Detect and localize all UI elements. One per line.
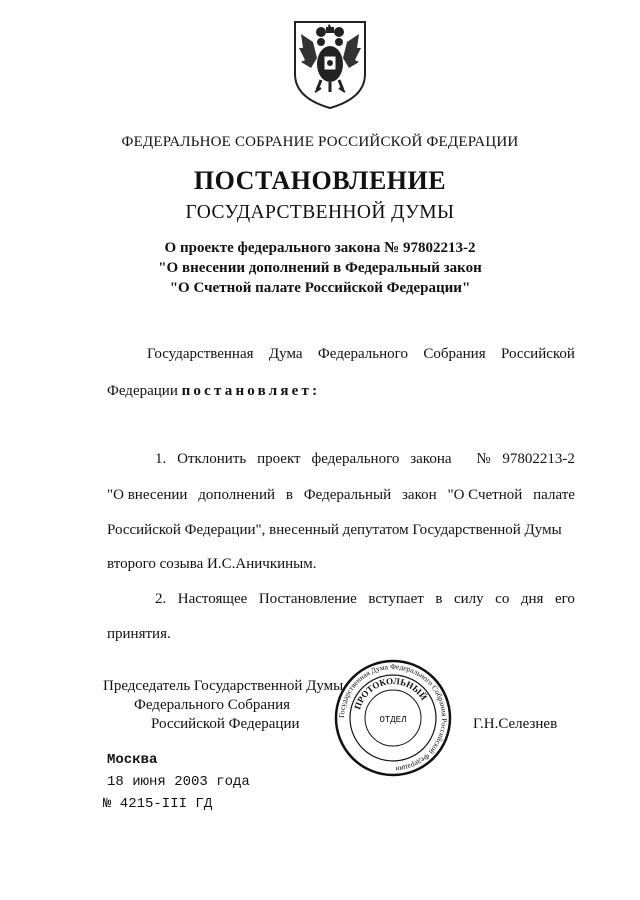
item-word: федерального xyxy=(311,451,400,467)
item-word: "О Счетной xyxy=(447,487,523,503)
item-number: 1. xyxy=(155,451,167,467)
subject-line-2: "О внесении дополнений в Федеральный закон xyxy=(158,260,482,276)
document-title: ПОСТАНОВЛЕНИЕ xyxy=(193,166,447,195)
item-word: его xyxy=(554,591,575,607)
subject-line-1: О проекте федерального закона № 97802213-2 xyxy=(164,240,476,256)
item-word: силу xyxy=(453,591,484,607)
item-word: закона xyxy=(410,451,452,467)
document-subtitle: ГОСУДАРСТВЕННОЙ ДУМЫ xyxy=(185,202,455,223)
preamble-word: Собрания xyxy=(423,346,486,362)
signatory-name: Г.Н.Селезнев xyxy=(473,716,558,732)
preamble-word: Российской xyxy=(501,346,575,362)
item-1-line-4: второго созыва И.С.Аничкиным. xyxy=(107,556,317,572)
item-word: в xyxy=(285,487,293,503)
issue-date: 18 июня 2003 года xyxy=(107,774,250,790)
preamble-word: Дума xyxy=(268,346,303,362)
parliament-name: ФЕДЕРАЛЬНОЕ СОБРАНИЕ РОССИЙСКОЙ ФЕДЕРАЦИИ xyxy=(121,134,519,150)
signatory-position-line-1: Председатель Государственной Думы xyxy=(103,678,344,694)
item-word: Федеральный xyxy=(303,487,392,503)
seal-middle-text: ПРОТОКОЛЬНЫЙ xyxy=(352,675,430,711)
item-word: Постановление xyxy=(258,591,357,607)
seal-outer-text: Государственная Дума Федерального Собрания Российской Федерации xyxy=(336,661,450,774)
item-word: в xyxy=(435,591,443,607)
item-number: 2. xyxy=(155,591,167,607)
item-1-line-3: Российской Федерации", внесенный депутатом Государственной Думы xyxy=(107,522,562,538)
resolves-word: постановляет: xyxy=(181,383,321,399)
seal-center-text: ОТДЕЛ xyxy=(379,715,407,725)
item-2-line-1 xyxy=(155,591,575,608)
preamble-line-2 xyxy=(107,383,320,400)
item-1-line-2 xyxy=(107,487,575,504)
item-word: Настоящее xyxy=(177,591,248,607)
item-word: проект xyxy=(257,451,301,467)
preamble-line-1 xyxy=(147,346,575,363)
bill-number: № 97802213-2 xyxy=(476,451,575,467)
item-word: Отклонить xyxy=(177,451,247,467)
preamble-text: Федерации xyxy=(107,383,178,399)
item-word: вступает xyxy=(368,591,424,607)
preamble-word: Федерального xyxy=(317,346,408,362)
item-word: закон xyxy=(401,487,437,503)
item-word: палате xyxy=(533,487,575,503)
item-2-line-2: принятия. xyxy=(107,626,171,642)
signatory-position-line-2: Федерального Собрания xyxy=(134,697,291,713)
document-number: № 4215-III ГД xyxy=(103,796,213,812)
preamble-word: Государственная xyxy=(147,346,254,362)
subject-line-3: "О Счетной палате Российской Федерации" xyxy=(169,280,471,296)
signatory-position-line-3: Российской Федерации xyxy=(151,716,300,732)
item-word: дня xyxy=(520,591,544,607)
item-word: "О внесении xyxy=(107,487,188,503)
item-1-line-1 xyxy=(155,451,575,468)
coat-of-arms-emblem xyxy=(291,18,369,110)
official-seal-stamp xyxy=(333,658,453,778)
item-word: дополнений xyxy=(198,487,275,503)
item-word: со xyxy=(495,591,510,607)
issue-city: Москва xyxy=(107,752,158,768)
